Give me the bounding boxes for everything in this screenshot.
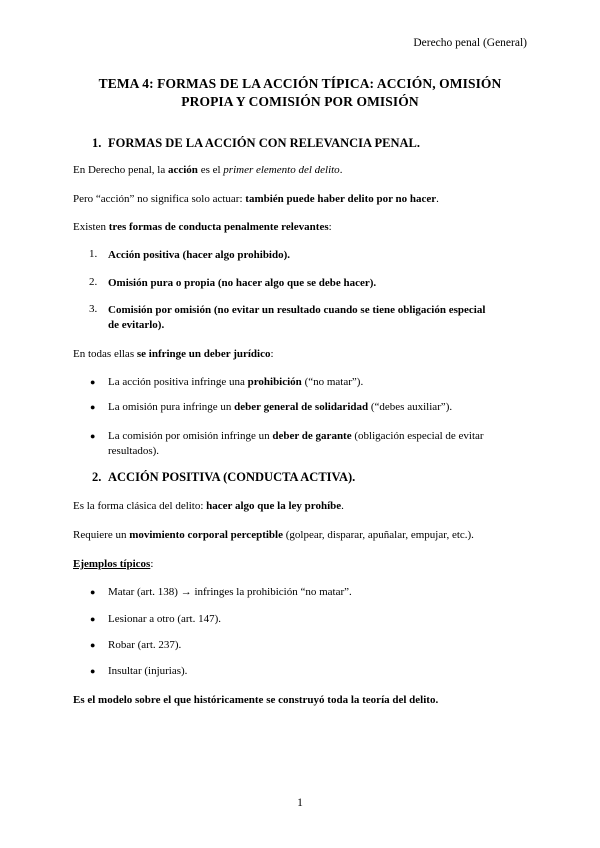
list-item: Comisión por omisión (no evitar un resultado cuando se tiene obligación especial de evitarlo). [108,304,486,331]
list-item: La omisión pura infringe un deber general de solidaridad (“debes auxiliar”). [108,401,453,413]
section-1-number: 1. [92,136,102,150]
list-item: Insultar (injurias). [108,665,188,677]
list-marker: 3. [89,303,98,315]
title-line-2: PROPIA Y COMISIÓN POR OMISIÓN [181,94,419,109]
list-item: La acción positiva infringe una prohibición (“no matar”). [108,376,364,388]
paragraph: Es el modelo sobre el que históricamente se construyó toda la teoría del delito. [73,694,439,706]
list-item: La comisión por omisión infringe un deber de garante (obligación especial de evitar resultados). [108,430,484,457]
bullet-icon: ● [90,640,96,650]
list-item: Acción positiva (hacer algo prohibido). [108,249,291,261]
paragraph: Es la forma clásica del delito: hacer algo que la ley prohíbe. [73,500,344,512]
list-item: Lesionar a otro (art. 147). [108,613,222,625]
bullet-icon: ● [90,614,96,624]
list-marker: 1. [89,248,98,260]
running-header: Derecho penal (General) [413,37,527,49]
list-item: Robar (art. 237). [108,639,182,651]
bullet-icon: ● [90,402,96,412]
bullet-icon: ● [90,431,96,441]
bullet-icon: ● [90,377,96,387]
list-marker: 2. [89,276,98,288]
list-item: Matar (art. 138) → infringes la prohibición “no matar”. [108,586,352,598]
bullet-icon: ● [90,587,96,597]
paragraph: Pero “acción” no significa solo actuar: también puede haber delito por no hacer. [73,193,439,205]
paragraph: Requiere un movimiento corporal perceptible (golpear, disparar, apuñalar, empujar, etc.). [73,529,474,541]
page-number: 1 [297,797,303,809]
list-item: Omisión pura o propia (no hacer algo que se debe hacer). [108,277,377,289]
paragraph: En todas ellas se infringe un deber jurídico: [73,348,274,360]
section-2-number: 2. [92,470,102,484]
page-title [60,75,540,111]
bullet-icon: ● [90,666,96,676]
section-1-title: FORMAS DE LA ACCIÓN CON RELEVANCIA PENAL. [108,136,420,150]
title-line-1: TEMA 4: FORMAS DE LA ACCIÓN TÍPICA: ACCIÓN, OMISIÓN [98,76,502,91]
paragraph: Existen tres formas de conducta penalmente relevantes: [73,221,332,233]
section-2-title: ACCIÓN POSITIVA (CONDUCTA ACTIVA). [108,470,356,484]
paragraph: En Derecho penal, la acción es el primer elemento del delito. [73,164,343,176]
paragraph: Ejemplos típicos: [73,558,154,570]
